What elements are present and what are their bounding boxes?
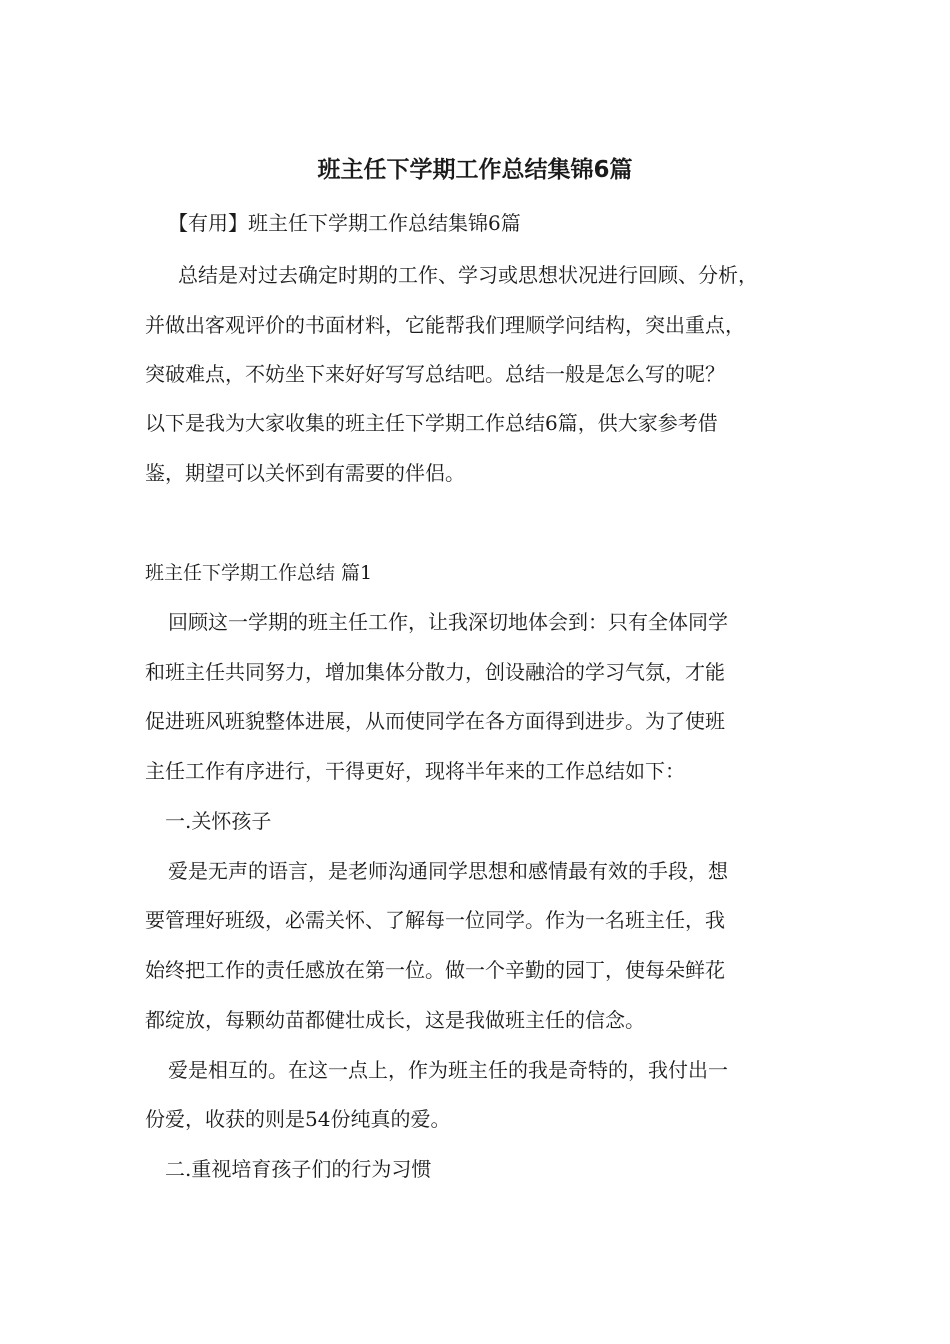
body-line-4: 主任工作有序进行，干得更好，现将半年来的工作总结如下：: [145, 759, 685, 783]
intro-line-4: 以下是我为大家收集的班主任下学期工作总结6篇，供大家参考借: [145, 411, 718, 435]
subheading-1: 一.关怀孩子: [165, 809, 272, 833]
subheading-2: 二.重视培育孩子们的行为习惯: [165, 1157, 432, 1181]
body-line-9: 爱是相互的。在这一点上，作为班主任的我是奇特的，我付出一: [168, 1058, 728, 1082]
document-title: 班主任下学期工作总结集锦6篇: [317, 157, 633, 183]
intro-line-2: 并做出客观评价的书面材料，它能帮我们理顺学问结构，突出重点，: [145, 313, 745, 337]
body-line-3: 促进班风班貌整体进展，从而使同学在各方面得到进步。为了使班: [145, 709, 725, 733]
subtitle-line: 【有用】班主任下学期工作总结集锦6篇: [168, 211, 521, 235]
body-line-2: 和班主任共同努力，增加集体分散力，创设融洽的学习气氛，才能: [145, 660, 725, 684]
intro-line-5: 鉴，期望可以关怀到有需要的伴侣。: [145, 461, 465, 485]
intro-line-3: 突破难点，不妨坐下来好好写写总结吧。总结一般是怎么写的呢？: [145, 362, 725, 386]
body-line-8: 都绽放，每颗幼苗都健壮成长，这是我做班主任的信念。: [145, 1008, 645, 1032]
section-heading-1: 班主任下学期工作总结 篇1: [145, 562, 373, 584]
body-line-7: 始终把工作的责任感放在第一位。做一个辛勤的园丁，使每朵鲜花: [145, 958, 725, 982]
body-line-1: 回顾这一学期的班主任工作，让我深切地体会到：只有全体同学: [168, 610, 728, 634]
body-line-5: 爱是无声的语言，是老师沟通同学思想和感情最有效的手段，想: [168, 859, 728, 883]
body-line-6: 要管理好班级，必需关怀、了解每一位同学。作为一名班主任，我: [145, 908, 725, 932]
body-line-10: 份爱，收获的则是54份纯真的爱。: [145, 1107, 451, 1131]
intro-line-1: 总结是对过去确定时期的工作、学习或思想状况进行回顾、分析，: [178, 263, 758, 287]
